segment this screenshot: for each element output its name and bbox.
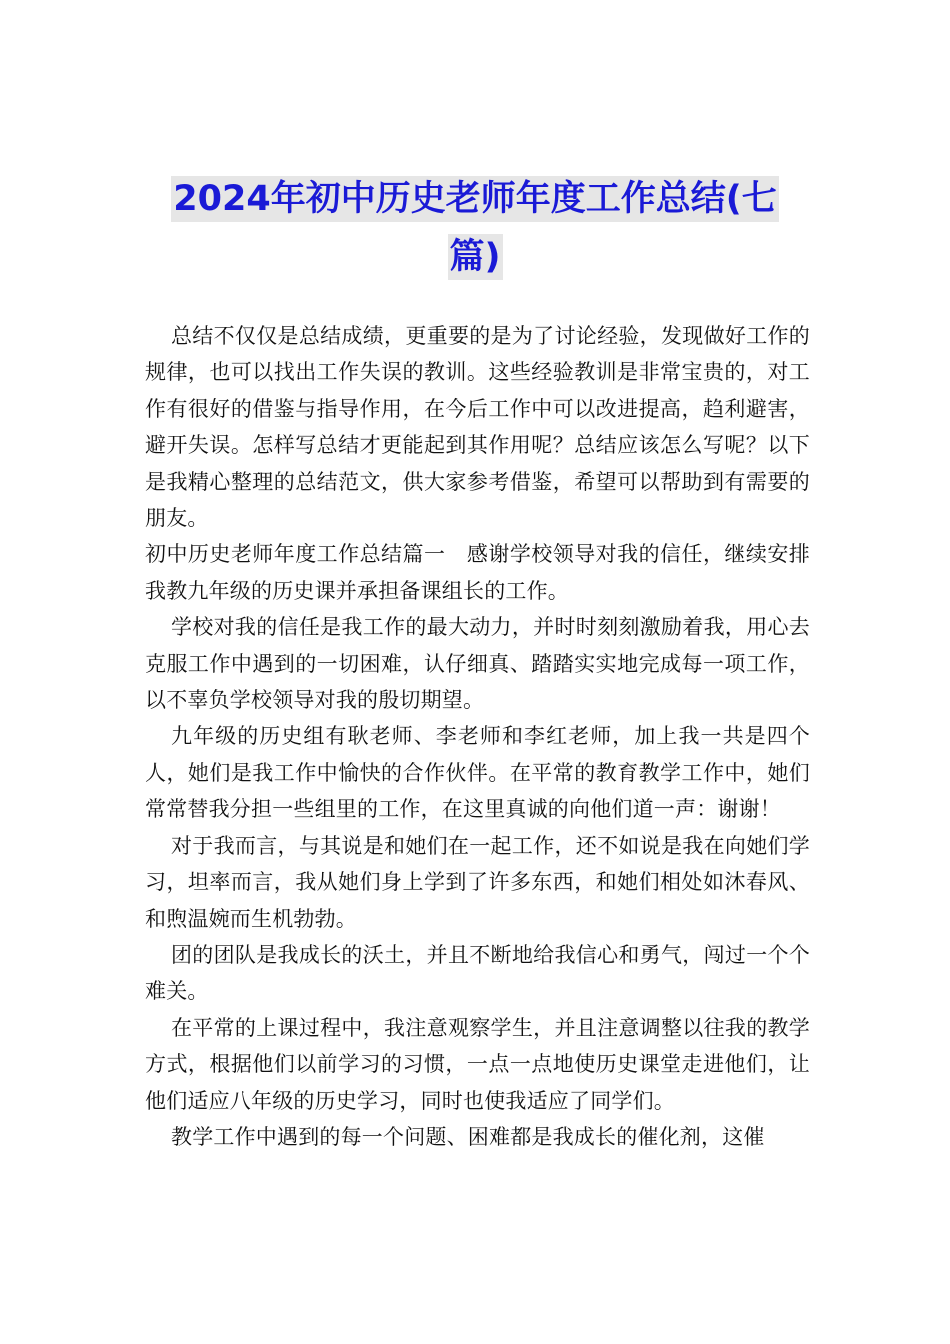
paragraph-truncated: 教学工作中遇到的每一个问题、困难都是我成长的催化剂，这催 — [171, 1124, 765, 1149]
paragraph-section-heading: 初中历史老师年度工作总结篇一 感谢学校领导对我的信任，继续安排我教九年级的历史课并承担备课组长的工作。 — [145, 542, 810, 603]
paragraph: 九年级的历史组有耿老师、李老师和李红老师，加上我一共是四个人，她们是我工作中愉快的合作伙伴。在平常的教育教学工作中，她们常常替我分担一些组里的工作，在这里真诚的向他们道一声：谢谢！ — [145, 724, 810, 822]
paragraph: 在平常的上课过程中，我注意观察学生，并且注意调整以往我的教学方式，根据他们以前学习的习惯，一点一点地使历史课堂走进他们，让他们适应八年级的历史学习，同时也使我适应了同学们。 — [145, 1015, 810, 1113]
document-title — [140, 176, 810, 280]
title-line-2: 篇) — [448, 234, 503, 280]
title-line-1: 2024年初中历史老师年度工作总结(七 — [171, 176, 778, 222]
paragraph: 团的团队是我成长的沃土，并且不断地给我信心和勇气，闯过一个个难关。 — [145, 942, 810, 1004]
paragraph-intro: 总结不仅仅是总结成绩，更重要的是为了讨论经验，发现做好工作的规律，也可以找出工作失误的教训。这些经验教训是非常宝贵的，对工作有很好的借鉴与指导作用，在今后工作中可以改进提高，趋利避害，避开失误。怎样写总结才更能起到其作用呢？总结应该怎么写呢？以下是我精心整理的总结范文，供大家参考借鉴，希望可以帮助到有需要的朋友。 — [145, 324, 810, 531]
paragraph: 对于我而言，与其说是和她们在一起工作，还不如说是我在向她们学习，坦率而言，我从她们身上学到了许多东西，和她们相处如沐春风、和煦温婉而生机勃勃。 — [145, 833, 810, 931]
paragraph: 学校对我的信任是我工作的最大动力，并时时刻刻激励着我，用心去克服工作中遇到的一切困难，认仔细真、踏踏实实地完成每一项工作，以不辜负学校领导对我的殷切期望。 — [145, 615, 810, 713]
document-body — [145, 318, 810, 1155]
